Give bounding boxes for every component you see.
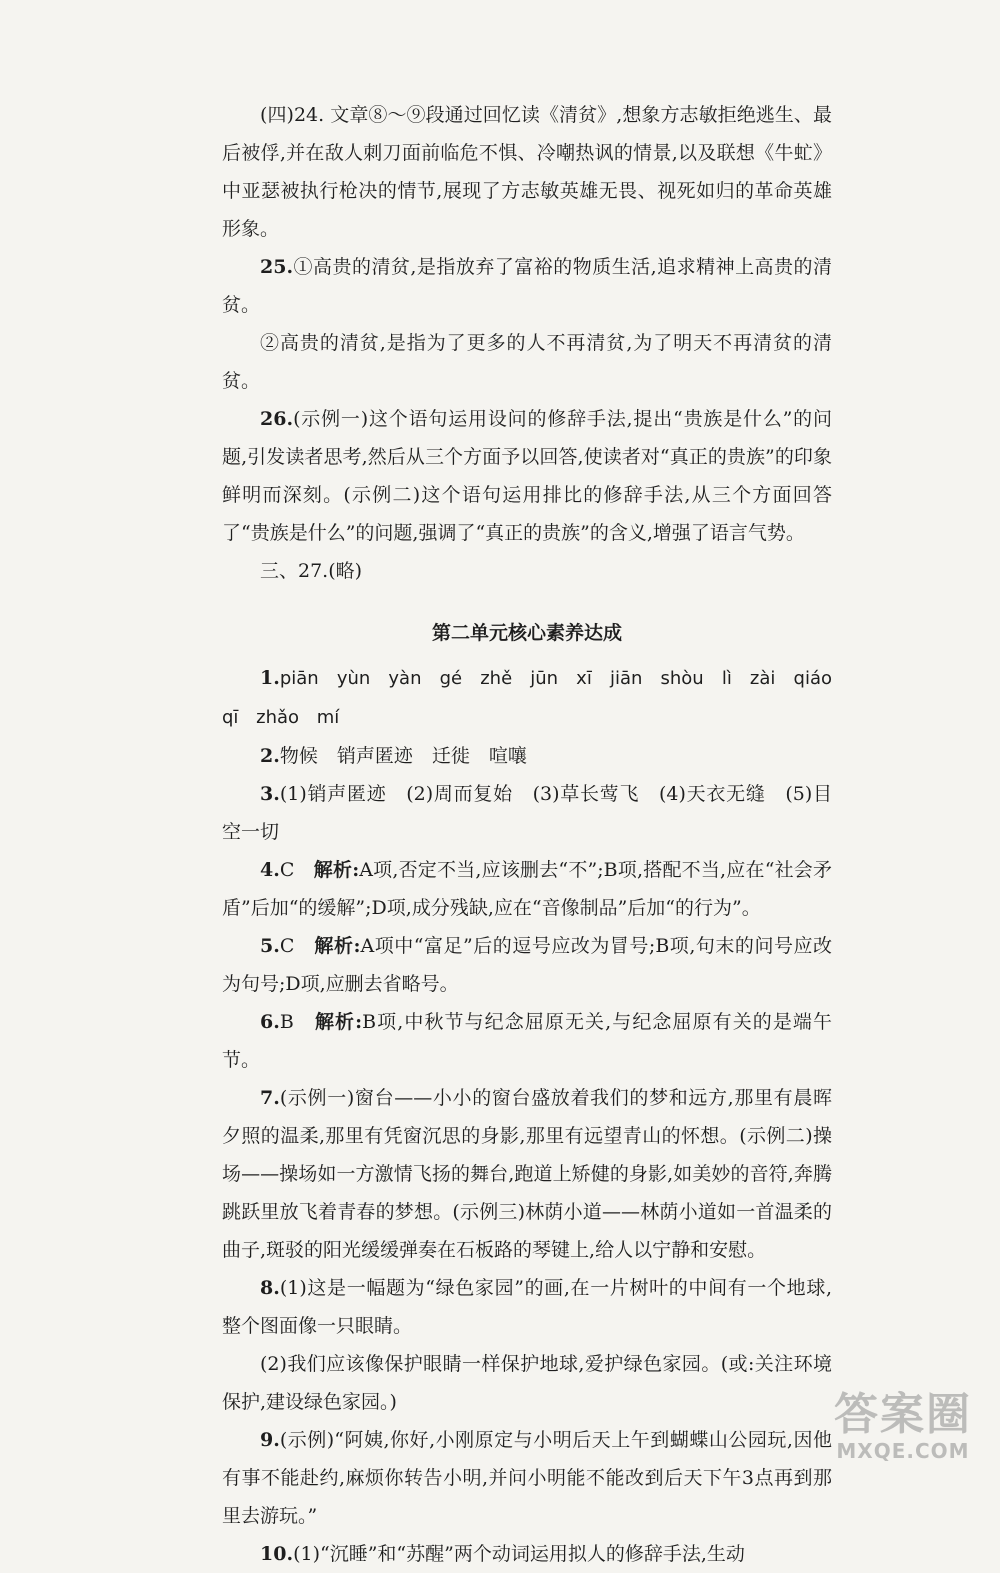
analysis-text: B项,中秋节与纪念屈原无关,与纪念屈原有关的是端午节。 bbox=[222, 1011, 833, 1071]
answer-item-9 bbox=[222, 1421, 832, 1535]
analysis-label: 解析: bbox=[314, 935, 361, 957]
question-number: 10. bbox=[260, 1543, 294, 1565]
question-number: 3. bbox=[260, 783, 280, 805]
answer-text: (示例一)窗台——小小的窗台盛放着我们的梦和远方,那里有晨晖夕照的温柔,那里有凭窗沉思的身影,那里有远望青山的怀想。(示例二)操场——操场如一方激情飞扬的舞台,跑道上矫健的身影,如美妙的音符,奔腾跳跃里放飞着青春的梦想。(示例三)林荫小道——林荫小道如一首温柔的曲子,斑驳的阳光缓缓弹奏在石板路的琴键上,给人以宁静和安慰。 bbox=[222, 1087, 832, 1261]
answer-item-4 bbox=[222, 851, 832, 927]
answer-item-1 bbox=[222, 659, 832, 737]
answer-text: (示例一)这个语句运用设问的修辞手法,提出“贵族是什么”的问题,引发读者思考,然后从三个方面予以回答,使读者对“真正的贵族”的印象鲜明而深刻。(示例二)这个语句运用排比的修辞手法,从三个方面回答了“贵族是什么”的问题,强调了“真正的贵族”的含义,增强了语言气势。 bbox=[222, 408, 832, 544]
analysis-label: 解析: bbox=[313, 859, 360, 881]
answer-text: (示例)“阿姨,你好,小刚原定与小明后天上午到蝴蝶山公园玩,因他有事不能赴约,麻烦你转告小明,并问小明能不能改到后天下午3点再到那里去游玩。” bbox=[222, 1429, 832, 1527]
analysis-text: A项,否定不当,应该删去“不”;B项,搭配不当,应在“社会矛盾”后加“的缓解”;D项,成分残缺,应在“音像制品”后加“的行为”。 bbox=[222, 859, 833, 919]
analysis-text: A项中“富足”后的逗号应改为冒号;B项,句末的问号应改为句号;D项,应删去省略号。 bbox=[222, 935, 832, 995]
answer-text: ②高贵的清贫,是指为了更多的人不再清贫,为了明天不再清贫的清贫。 bbox=[222, 332, 832, 392]
answer-item-8-part1 bbox=[222, 1269, 832, 1345]
answer-choice: C bbox=[279, 935, 315, 957]
answer-content bbox=[222, 96, 832, 1573]
question-number: 9. bbox=[260, 1429, 280, 1451]
question-number: 5. bbox=[260, 935, 280, 957]
answer-text: (2)我们应该像保护眼睛一样保护地球,爱护绿色家园。(或:关注环境保护,建设绿色家园。) bbox=[222, 1353, 832, 1413]
answer-q25-part2 bbox=[222, 324, 832, 400]
answer-item-7 bbox=[222, 1079, 832, 1269]
answer-q27 bbox=[222, 552, 832, 590]
answer-item-6 bbox=[222, 1003, 832, 1079]
question-number: 1. bbox=[260, 667, 280, 689]
answer-text: (四)24. 文章⑧～⑨段通过回忆读《清贫》,想象方志敏拒绝逃生、最后被俘,并在敌人刺刀面前临危不惧、冷嘲热讽的情景,以及联想《牛虻》中亚瑟被执行枪决的情节,展现了方志敏英雄无畏、视死如归的革命英雄形象。 bbox=[222, 104, 832, 240]
site-watermark bbox=[834, 1391, 972, 1463]
answer-item-10 bbox=[222, 1535, 832, 1573]
question-number: 4. bbox=[260, 859, 280, 881]
answer-choice: B bbox=[279, 1011, 315, 1033]
answer-q24 bbox=[222, 96, 832, 248]
analysis-label: 解析: bbox=[314, 1011, 363, 1033]
answer-text: 物候 销声匿迹 迁徙 喧嚷 bbox=[279, 745, 527, 767]
answer-item-3 bbox=[222, 775, 832, 851]
answer-item-5 bbox=[222, 927, 832, 1003]
question-number: 26. bbox=[260, 408, 294, 430]
watermark-logo: 答案圈 bbox=[834, 1389, 972, 1440]
pinyin-text: piān yùn yàn gé zhě jūn xī jiān shòu lì zài qiáo qī zhǎo mí bbox=[222, 668, 832, 728]
section-title: 第二单元核心素养达成 bbox=[431, 622, 622, 644]
watermark-url: MXQE.COM bbox=[836, 1439, 970, 1463]
answer-text: ①高贵的清贫,是指放弃了富裕的物质生活,追求精神上高贵的清贫。 bbox=[222, 256, 832, 316]
answer-item-2 bbox=[222, 737, 832, 775]
answer-text: 三、27.(略) bbox=[260, 560, 363, 582]
question-number: 6. bbox=[260, 1011, 280, 1033]
question-number: 8. bbox=[260, 1277, 280, 1299]
answer-q26 bbox=[222, 400, 832, 552]
answer-choice: C bbox=[279, 859, 314, 881]
answer-text: (1)“沉睡”和“苏醒”两个动词运用拟人的修辞手法,生动 bbox=[293, 1543, 745, 1565]
question-number: 25. bbox=[260, 256, 294, 278]
question-number: 2. bbox=[260, 745, 280, 767]
question-number: 7. bbox=[260, 1087, 280, 1109]
answer-item-8-part2 bbox=[222, 1345, 832, 1421]
answer-text: (1)这是一幅题为“绿色家园”的画,在一片树叶的中间有一个地球,整个图面像一只眼睛。 bbox=[222, 1277, 832, 1337]
answer-q25-part1 bbox=[222, 248, 832, 324]
answer-text: (1)销声匿迹 (2)周而复始 (3)草长莺飞 (4)天衣无缝 (5)目空一切 bbox=[222, 783, 832, 843]
